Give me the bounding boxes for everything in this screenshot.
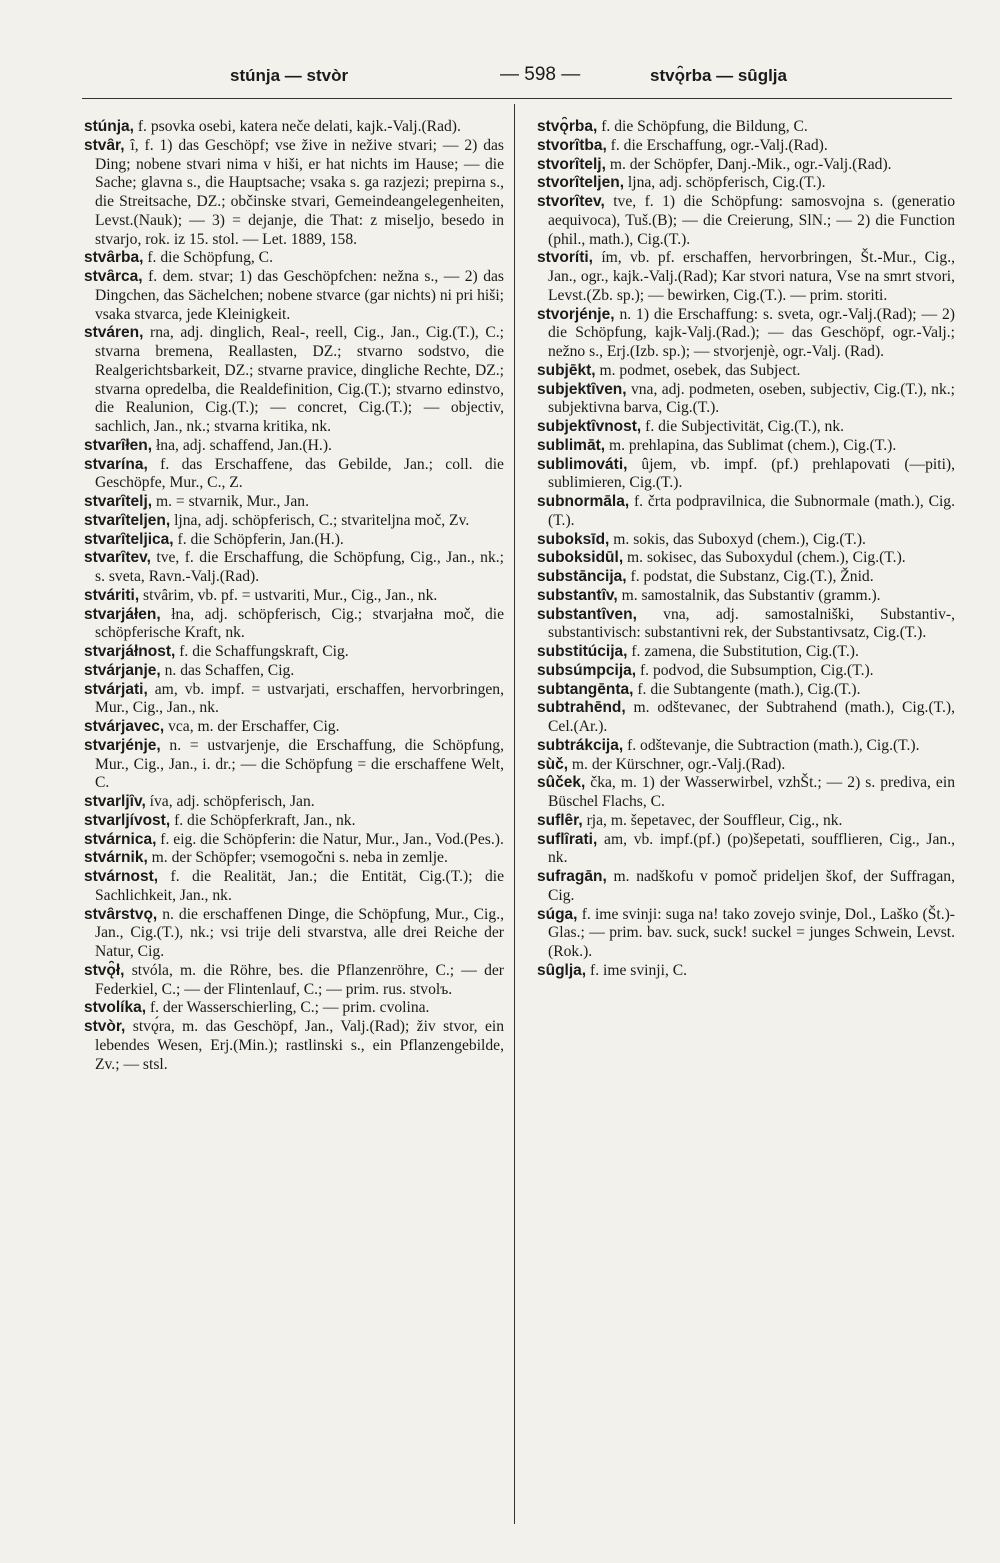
dictionary-entry: [537, 418, 955, 437]
page-header: [80, 58, 955, 92]
dictionary-entry: [537, 681, 955, 700]
dictionary-entry: [84, 493, 504, 512]
dictionary-entry: [537, 249, 955, 305]
dictionary-entry: [537, 531, 955, 550]
entry-headword: stvarȋtev,: [84, 549, 151, 567]
entry-definition: f. der Wasserschierling, C.; — prim. cvolina.: [149, 999, 430, 1017]
dictionary-entry: [84, 868, 504, 906]
entry-definition: f. črta podpravilnica, die Subnormale (math.), Cig.(T.).: [548, 493, 955, 529]
entry-headword: stvarȋłen,: [84, 436, 153, 454]
dictionary-entry: [537, 362, 955, 381]
entry-headword: stváriti,: [84, 586, 140, 604]
page-number: — 598 —: [500, 64, 581, 85]
entry-definition: stvóla, m. die Röhre, bes. die Pflanzenröhre, C.; — der Federkiel, C.; — der Flintenlauf, C.; — prim. rus. stvolъ.: [95, 961, 505, 998]
entry-definition: f. ime svinji: suga na! tako zovejo svinje, Dol., Laško (Št.)-Glas.; — prim. bav. suck, suck! suckel = junges Schwein, Levst.(Rok.).: [548, 905, 955, 960]
column-divider: [514, 104, 515, 1524]
entry-headword: substitúcija,: [537, 643, 628, 660]
dictionary-entry: [84, 681, 504, 719]
entry-definition: f. dem. stvar; 1) das Geschöpfchen: nežna s., — 2) das Dingchen, das Sächelchen; nobene stvarce (gar nichts) ni pri hiši; vsaka stvarca, jede Kleinigkeit.: [95, 268, 504, 323]
entry-headword: substāncija,: [537, 568, 627, 585]
entry-definition: ím, vb. pf. erschaffen, hervorbringen, Št.-Mur., Cig., Jan., ogr., kajk.-Valj.(Rad); Kar stvori natura, Vse na smrt stvori, Levst.(Zb. sp.); — bewirken, Cig.(T.). — prim. storiti.: [548, 249, 955, 304]
entry-headword: stvǫ̑rba,: [537, 118, 598, 135]
dictionary-entry: [537, 812, 955, 831]
entry-definition: m. der Schöpfer, Danj.-Mik., ogr.-Valj.(Rad).: [609, 155, 892, 173]
dictionary-entry: [84, 643, 504, 662]
entry-headword: stvȃr,: [84, 136, 125, 154]
dictionary-entry: [84, 737, 504, 793]
entry-headword: stváren,: [84, 324, 144, 342]
entry-headword: stvorȋtelj,: [537, 155, 606, 173]
dictionary-entry: [84, 118, 504, 137]
entry-definition: ûjem, vb. impf. (pf.) prehlapovati (—piti), sublimieren, Cig.(T.).: [548, 455, 956, 492]
entry-definition: f. die Schöpferkraft, Jan., nk.: [174, 811, 356, 829]
entry-headword: stvȃrba,: [84, 249, 144, 267]
dictionary-entry: [537, 193, 955, 249]
header-left-guideword: stúnja — stvòr: [230, 66, 349, 85]
dictionary-entry: [537, 831, 955, 869]
entry-definition: rna, adj. dinglich, Real-, reell, Cig., Jan., Cig.(T.), C.; stvarna bremena, Reallasten, DZ.; stvarno sodstvo, die Realgerichtsbarkeit, DZ.; stvarne pravice, dingliche Rechte, DZ.; stvarna opredelba, die Realdefinition, Cig.(T.); stvarno edinstvo, die Realunion, Cig.(T.); — concret, Cig.(T.); — objectiv, sachlich, Jan., nk.; stvarna kritika, nk.: [95, 324, 504, 435]
entry-headword: subtrákcija,: [537, 736, 624, 754]
entry-definition: f. die Schöpfung, die Bildung, C.: [601, 118, 808, 135]
dictionary-entry: [537, 737, 955, 756]
entry-definition: m. = stvarnik, Mur., Jan.: [155, 493, 309, 510]
entry-headword: suboksīd,: [537, 530, 610, 548]
entry-headword: substantȋv,: [537, 586, 618, 604]
dictionary-entry: [537, 306, 955, 362]
entry-definition: vna, adj. samostalniški, Substantiv-, substantivisch: substantivni rek, der Substantivsatz, Cig.(T.).: [548, 605, 955, 642]
entry-definition: tve, f. die Erschaffung, die Schöpfung, Cig., Jan., nk.; s. sveta, Ravn.-Valj.(Rad).: [95, 549, 504, 585]
entry-headword: sùč,: [537, 755, 569, 773]
dictionary-entry: [537, 643, 955, 662]
entry-definition: m. der Schöpfer; vsemogočni s. neba in zemlje.: [151, 849, 448, 867]
dictionary-entry: [537, 437, 955, 456]
entry-definition: m. prehlapina, das Sublimat (chem.), Cig.(T.).: [608, 436, 897, 454]
entry-definition: am, vb. impf. = ustvarjati, erschaffen, hervorbringen, Mur., Cig., Jan., nk.: [95, 680, 504, 717]
entry-definition: n. = ustvarjenje, die Erschaffung, die Schöpfung, Mur., Cig., Jan., i. dr.; — die Schöpfung = die erschaffene Welt, C.: [95, 736, 504, 792]
entry-definition: f. psovka osebi, katera neče delati, kajk.-Valj.(Rad).: [137, 118, 461, 135]
entry-headword: stvarȋteljica,: [84, 530, 174, 548]
left-column: [84, 118, 504, 1074]
dictionary-entry: [537, 587, 955, 606]
entry-headword: sublimováti,: [537, 455, 628, 473]
dictionary-entry: [84, 549, 504, 587]
entry-headword: stvorȋtev,: [537, 193, 605, 210]
dictionary-entry: [84, 662, 504, 681]
entry-definition: f. die Subjectivität, Cig.(T.), nk.: [645, 418, 845, 435]
dictionary-entry: [84, 531, 504, 550]
entry-headword: stvorȋteljen,: [537, 174, 624, 192]
entry-headword: stvárnost,: [84, 868, 159, 885]
entry-definition: čka, m. 1) der Wasserwirbel, vzhŠt.; — 2) s. prediva, ein Büschel Flachs, C.: [548, 774, 955, 810]
dictionary-entry: [84, 812, 504, 831]
entry-definition: am, vb. impf.(pf.) (po)šepetati, soufflieren, Cig., Jan., nk.: [548, 830, 955, 867]
entry-headword: stúnja,: [84, 118, 134, 135]
entry-definition: f. die Schöpfung, C.: [147, 249, 273, 267]
dictionary-entry: [537, 174, 955, 193]
dictionary-entry: [84, 587, 504, 606]
dictionary-entry: [84, 999, 504, 1018]
dictionary-entry: [537, 156, 955, 175]
entry-definition: m. odštevanec, der Subtrahend (math.), Cig.(T.), Cel.(Ar.).: [548, 699, 956, 735]
dictionary-entry: [84, 324, 504, 437]
entry-definition: stvȃrim, vb. pf. = ustvariti, Mur., Cig., Jan., nk.: [143, 586, 438, 604]
dictionary-entry: [537, 606, 955, 644]
entry-headword: stvȃrstvǫ,: [84, 905, 158, 923]
dictionary-entry: [537, 756, 955, 775]
entry-definition: vna, adj. podmeten, oseben, subjectiv, Cig.(T.), nk.; subjektivna barva, Cig.(T.).: [548, 380, 955, 417]
dictionary-entry: [84, 437, 504, 456]
dictionary-entry: [84, 249, 504, 268]
header-rule: [82, 98, 952, 99]
entry-definition: m. nadškofu v pomoč prideljen škof, der Suffragan, Cig.: [548, 868, 955, 904]
entry-definition: n. 1) die Erschaffung: s. sveta, ogr.-Valj.(Rad); — 2) die Schöpfung, kajk-Valj.(Rad.); — das Geschöpf, ogr.-Valj.; nežno s., Erj.(Izb. sp.); — stvorjenjè, ogr.-Valj. (Rad).: [548, 305, 955, 360]
entry-definition: m. sokisec, das Suboxydul (chem.), Cig.(T.).: [627, 549, 906, 567]
entry-headword: sȗglja,: [537, 961, 587, 979]
entry-headword: subnormāla,: [537, 493, 630, 510]
dictionary-entry: [84, 606, 504, 644]
dictionary-entry: [84, 793, 504, 812]
entry-definition: n. das Schaffen, Cig.: [164, 661, 295, 679]
entry-headword: suflȇr,: [537, 811, 583, 829]
dictionary-entry: [84, 137, 504, 250]
entry-headword: stvorȋtba,: [537, 136, 607, 154]
entry-definition: m. podmet, osebek, das Subject.: [599, 361, 801, 379]
dictionary-entry: [84, 268, 504, 324]
entry-definition: n. die erschaffenen Dinge, die Schöpfung, Mur., Cig., Jan., Cig.(T.), nk.; vsi trije deli stvarstva, alle drei Reiche der Natur, Cig.: [95, 905, 504, 960]
entry-definition: f. podstat, die Substanz, Cig.(T.), Žnid.: [630, 568, 874, 585]
dictionary-entry: [84, 831, 504, 850]
entry-definition: f. das Erschaffene, das Gebilde, Jan.; coll. die Geschöpfe, Mur., C., Z.: [95, 455, 504, 492]
entry-definition: m. der Kürschner, ogr.-Valj.(Rad).: [571, 755, 786, 773]
dictionary-entry: [537, 568, 955, 587]
dictionary-entry: [537, 699, 955, 737]
entry-headword: stvarjáłen,: [84, 605, 161, 623]
entry-headword: stvarína,: [84, 455, 148, 473]
entry-headword: stvarjénje,: [84, 736, 161, 754]
dictionary-entry: [537, 137, 955, 156]
entry-headword: subsúmpcija,: [537, 661, 637, 679]
entry-definition: f. odštevanje, die Subtraction (math.), Cig.(T.).: [627, 736, 920, 754]
entry-headword: stvárnica,: [84, 830, 157, 848]
entry-definition: íva, adj. schöpferisch, Jan.: [149, 793, 315, 810]
entry-definition: vca, m. der Erschaffer, Cig.: [168, 718, 340, 735]
entry-definition: f. die Realität, Jan.; die Entität, Cig.(T.); die Sachlichkeit, Jan., nk.: [95, 868, 504, 904]
dictionary-entry: [537, 493, 955, 531]
entry-definition: f. die Erschaffung, ogr.-Valj.(Rad).: [610, 136, 828, 154]
entry-definition: łna, adj. schaffend, Jan.(H.).: [155, 436, 332, 454]
entry-definition: f. die Subtangente (math.), Cig.(T.).: [637, 680, 861, 698]
entry-headword: sûček,: [537, 774, 586, 792]
dictionary-entry: [537, 662, 955, 681]
entry-headword: subjektȋven,: [537, 380, 627, 398]
dictionary-entry: [84, 849, 504, 868]
entry-headword: stvǫ̑ł,: [84, 961, 125, 979]
entry-definition: f. podvod, die Subsumption, Cig.(T.).: [639, 661, 874, 679]
entry-definition: f. die Schöpferin, Jan.(H.).: [177, 530, 344, 548]
entry-headword: stvarȋteljen,: [84, 511, 171, 529]
entry-definition: f. die Schaffungskraft, Cig.: [179, 643, 349, 660]
dictionary-entry: [537, 868, 955, 906]
header-right-guideword: stvǫ̑rba — sȗglja: [650, 66, 787, 85]
entry-headword: stvòr,: [84, 1018, 126, 1035]
dictionary-entry: [84, 718, 504, 737]
entry-definition: f. zamena, die Substitution, Cig.(T.).: [631, 643, 859, 660]
entry-headword: suboksidūl,: [537, 549, 624, 567]
entry-headword: stvoríti,: [537, 249, 593, 267]
dictionary-entry: [537, 118, 955, 137]
dictionary-entry: [84, 906, 504, 962]
entry-headword: stvorjénje,: [537, 305, 615, 323]
entry-definition: ljna, adj. schöpferisch, Cig.(T.).: [627, 174, 826, 192]
entry-headword: substantȋven,: [537, 605, 637, 623]
dictionary-entry: [537, 906, 955, 962]
entry-headword: subtangēnta,: [537, 680, 634, 698]
entry-headword: stvarjáłnost,: [84, 643, 176, 660]
entry-headword: suflȋrati,: [537, 830, 598, 848]
dictionary-entry: [537, 962, 955, 981]
entry-headword: stvolíka,: [84, 999, 147, 1017]
entry-definition: f. ime svinji, C.: [590, 961, 688, 979]
entry-definition: rja, m. šepetavec, der Souffleur, Cig., nk.: [586, 811, 843, 829]
dictionary-entry: [537, 381, 955, 419]
entry-headword: stvárnik,: [84, 849, 148, 867]
entry-headword: stvarljȋv,: [84, 793, 146, 810]
entry-definition: tve, f. 1) die Schöpfung: samosvojna s. (generatio aequivoca), Tuš.(B); — die Creierung, SlN.; — 2) die Function (phil., math.), Cig.(T.).: [548, 193, 955, 248]
entry-headword: stvarȋtelj,: [84, 493, 153, 510]
entry-headword: stvárjavec,: [84, 718, 165, 735]
entry-headword: súga,: [537, 905, 578, 923]
entry-headword: subtrahēnd,: [537, 699, 626, 717]
dictionary-entry: [537, 774, 955, 812]
entry-definition: m. sokis, das Suboxyd (chem.), Cig.(T.).: [613, 530, 866, 548]
dictionary-entry: [537, 549, 955, 568]
entry-definition: łna, adj. schöpferisch, Cig.; stvarjałna moč, die schöpferische Kraft, nk.: [95, 605, 504, 642]
entry-definition: ljna, adj. schöpferisch, C.; stvariteljna moč, Zv.: [174, 511, 470, 529]
entry-definition: ȋ, f. 1) das Geschöpf; vse žive in nežive stvari; — 2) das Ding; nobene stvari nima v hiši, er hat nichts im Hause; — die Sache; glavna s., die Hauptsache; vsaka s. ga razjezi; prepirna s., die Streitsache, DZ.; občinske stvari, Gemeindeangelegenheiten, Levst.(Nauk); — 3) = dejanje, die That: z miseljo, besedo in stvarjo, rok. iz 15. stol. — Let. 1889, 158.: [95, 136, 504, 248]
entry-definition: m. samostalnik, das Substantiv (gramm.).: [621, 586, 881, 604]
entry-headword: subjektȋvnost,: [537, 418, 642, 435]
entry-headword: sufragān,: [537, 868, 607, 885]
entry-definition: f. eig. die Schöpferin: die Natur, Mur., Jan., Vod.(Pes.).: [160, 830, 504, 848]
entry-headword: stvárjati,: [84, 680, 148, 698]
right-column: [537, 118, 955, 981]
dictionary-entry: [537, 456, 955, 494]
entry-headword: sublimāt,: [537, 436, 606, 454]
entry-headword: stvȃrca,: [84, 268, 143, 285]
entry-headword: subjēkt,: [537, 361, 596, 379]
dictionary-entry: [84, 1018, 504, 1074]
dictionary-entry: [84, 512, 504, 531]
entry-headword: stvárjanje,: [84, 661, 161, 679]
dictionary-entry: [84, 456, 504, 494]
entry-definition: stvǫ́ra, m. das Geschöpf, Jan., Valj.(Rad); živ stvor, ein lebendes Wesen, Erj.(Min.); rastlinski s., ein Pflanzengebilde, Zv.; — stsl.: [95, 1018, 504, 1073]
dictionary-entry: [84, 962, 504, 1000]
entry-headword: stvarljívost,: [84, 811, 171, 829]
